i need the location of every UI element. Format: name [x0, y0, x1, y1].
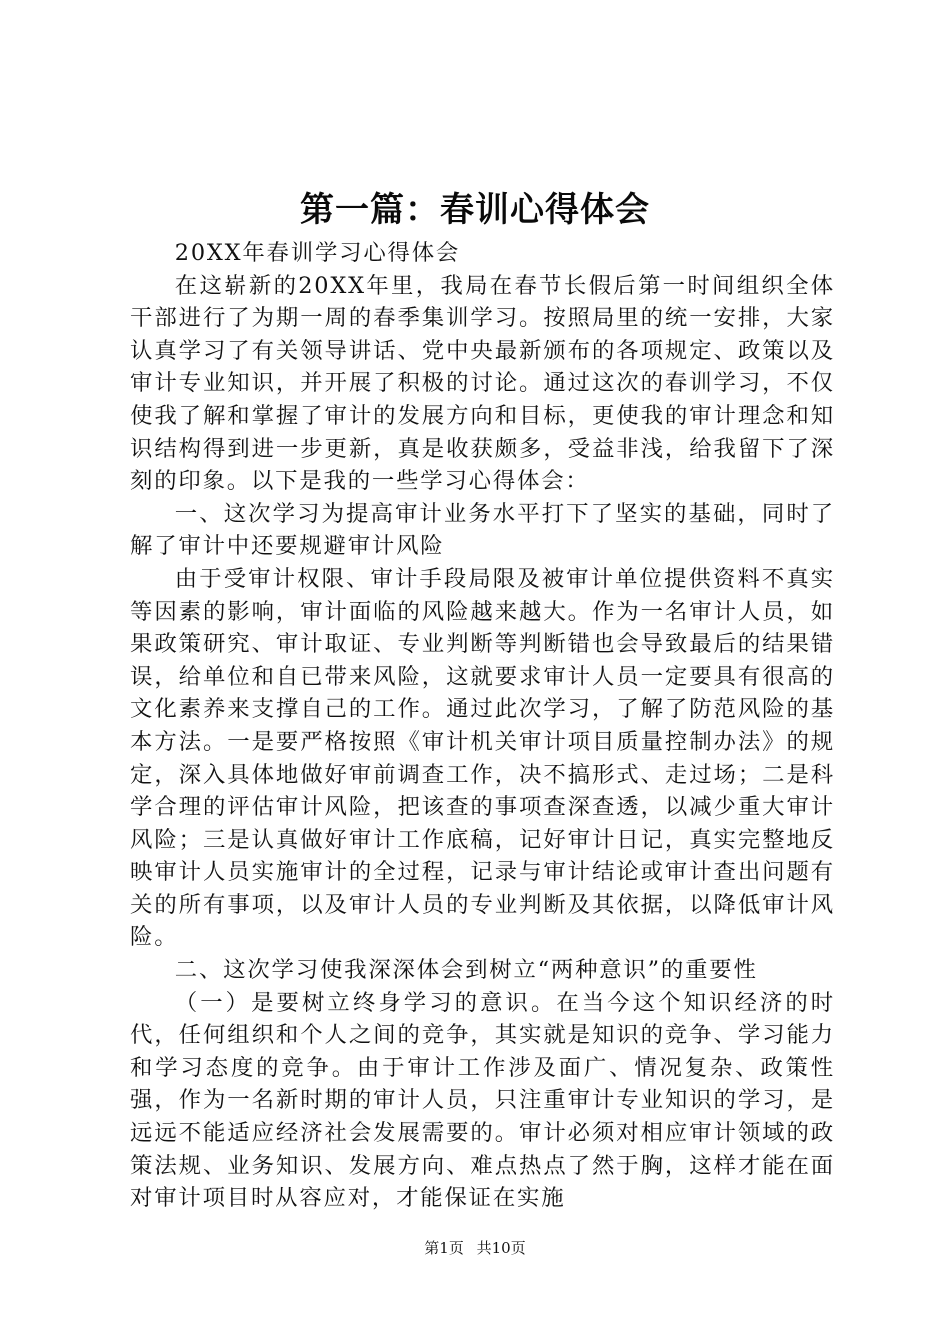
document-subtitle: 20XX年春训学习心得体会 [174, 240, 461, 266]
section-heading-2: 二、这次学习使我深深体会到树立“两种意识”的重要性 [174, 957, 758, 984]
page-number-total: 共10页 [476, 1239, 526, 1257]
document-title: 第一篇：春训心得体会 [300, 190, 650, 230]
page-number-current: 第1页 [424, 1239, 464, 1257]
page-footer [0, 1237, 950, 1259]
section-heading-1: 一、这次学习为提高审计业务水平打下了坚实的基础，同时了解了审计中还要规避审计风险 [130, 500, 835, 560]
paragraph-intro: 在这崭新的20XX年里，我局在春节长假后第一时间组织全体干部进行了为期一周的春季集训学习。按照局里的统一安排，大家认真学习了有关领导讲话、党中央最新颁布的各项规定、政策以及审计专业知识，并开展了积极的讨论。通过这次的春训学习，不仅使我了解和掌握了审计的发展方向和目标，更使我的审计理念和知识结构得到进一步更新，真是收获颇多，受益非浅，给我留下了深刻的印象。以下是我的一些学习心得体会： [130, 272, 835, 495]
paragraph-risk: 由于受审计权限、审计手段局限及被审计单位提供资料不真实等因素的影响，审计面临的风险越来越大。作为一名审计人员，如果政策研究、审计取证、专业判断等判断错也会导致最后的结果错误，给单位和自已带来风险，这就要求审计人员一定要具有很高的文化素养来支撑自己的工作。通过此次学习，了解了防范风险的基本方法。一是要严格按照《审计机关审计项目质量控制办法》的规定，深入具体地做好审前调查工作，决不搞形式、走过场；二是科学合理的评估审计风险，把该查的事项查深查透，以减少重大审计风险；三是认真做好审计工作底稿，记好审计日记，真实完整地反映审计人员实施审计的全过程，记录与审计结论或审计查出问题有关的所有事项，以及审计人员的专业判断及其依据，以降低审计风险。 [130, 565, 835, 951]
paragraph-lifelong-learning: （一）是要树立终身学习的意识。在当今这个知识经济的时代，任何组织和个人之间的竞争，其实就是知识的竞争、学习能力和学习态度的竞争。由于审计工作涉及面广、情况复杂、政策性强，作为一名新时期的审计人员，只注重审计专业知识的学习，是远远不能适应经济社会发展需要的。审计必须对相应审计领域的政策法规、业务知识、发展方向、难点热点了然于胸，这样才能在面对审计项目时从容应对，才能保证在实施 [130, 989, 835, 1212]
document-body [130, 237, 835, 1215]
